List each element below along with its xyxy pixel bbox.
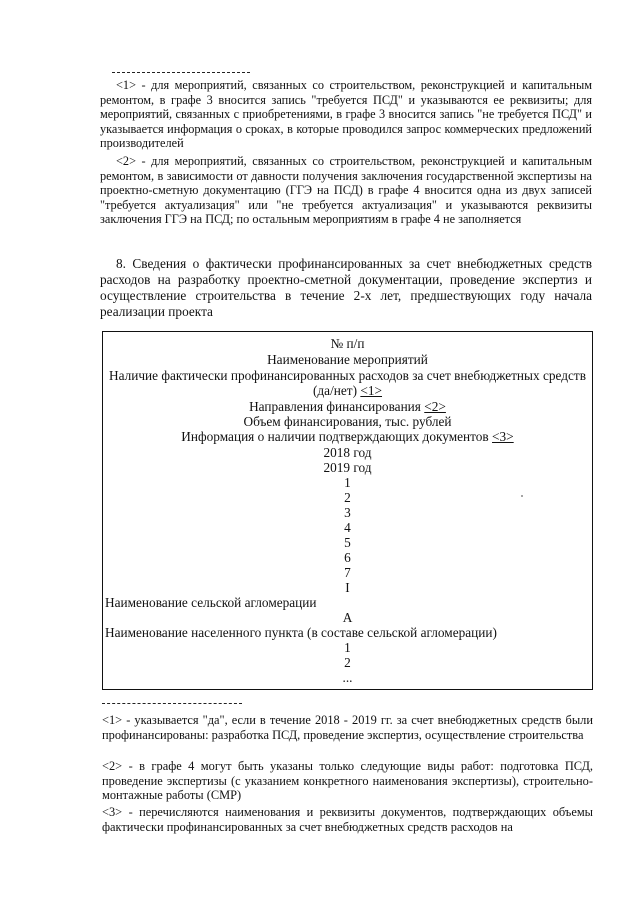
table-row: ... xyxy=(342,670,353,685)
note-1: <1> - для мероприятий, связанных со строительством, реконструкцией и капитальным ремонтом, в графе 3 вносится запись "требуется ПСД" и указываются ее реквизиты; для мероприятий, связанных с приобретениями, в графе 3 вносится запись "не требуется ПСД" и указывается информация о сроках, в которые проводился запрос коммерческих предложений производителей xyxy=(100,78,592,151)
col-num: № п/п xyxy=(330,336,365,351)
year-2018: 2018 год xyxy=(323,445,372,460)
col-number-7: 7 xyxy=(344,565,351,580)
col-volume: Объем финансирования, тыс. рублей xyxy=(243,414,452,429)
section-letter: А xyxy=(342,610,353,625)
col-name: Наименование мероприятий xyxy=(267,352,428,367)
col-direction xyxy=(103,399,592,415)
settlement-label: Наименование населенного пункта (в составе сельской агломерации) xyxy=(105,625,497,640)
col-avail-line1: Наличие фактически профинансированных расходов за счет внебюджетных средств xyxy=(109,368,586,383)
col-avail-text: (да/нет) xyxy=(312,383,361,398)
table-row: 2 xyxy=(344,655,351,670)
col-docs-text: Информация о наличии подтверждающих документов xyxy=(181,429,493,444)
section-roman: I xyxy=(345,580,350,595)
col-number-4: 4 xyxy=(344,520,351,535)
footnote-1: <1> - указывается "да", если в течение 2018 - 2019 гг. за счет внебюджетных средств были профинансированы: разработка ПСД, проведение экспертиз, осуществление строительства xyxy=(102,713,593,742)
col-docs xyxy=(103,429,592,445)
section-8-heading: 8. Сведения о фактически профинансированных за счет внебюджетных средств расходов на разработку проектно-сметной документации, проведение экспертиз и осуществление строительства в течение 2-х лет, предшествующих году начала реализации проекта xyxy=(100,256,592,319)
col-direction-text: Направления финансирования xyxy=(249,399,425,414)
col-number-6: 6 xyxy=(344,550,351,565)
scan-speck xyxy=(521,495,523,497)
col-number-3: 3 xyxy=(344,505,351,520)
table-row: 1 xyxy=(344,640,351,655)
year-2019: 2019 год xyxy=(323,460,372,475)
agglomeration-label: Наименование сельской агломерации xyxy=(105,595,317,610)
ref-3-link[interactable]: <3> xyxy=(492,429,514,444)
col-avail-line2 xyxy=(103,383,592,399)
col-number-1: 1 xyxy=(344,475,351,490)
ref-2-link[interactable]: <2> xyxy=(424,399,446,414)
footnote-2: <2> - в графе 4 могут быть указаны только следующие виды работ: подготовка ПСД, проведение экспертизы (с указанием конкретного наименования экспертизы), строительно-монтажные работы (СМР) xyxy=(102,759,593,803)
note-2: <2> - для мероприятий, связанных со строительством, реконструкцией и капитальным ремонтом, в зависимости от давности получения заключения государственной экспертизы на проектно-сметную документацию (ГГЭ на ПСД) в графе 4 вносится одна из двух записей "требуется актуализация" или "не требуется актуализация" и указываются реквизиты заключения ГГЭ на ПСД; по остальным мероприятиям в графе 4 не заполняется xyxy=(100,154,592,227)
ref-1-link[interactable]: <1> xyxy=(360,383,383,398)
separator-line xyxy=(112,72,250,73)
footnote-separator xyxy=(102,703,242,704)
footnote-3: <3> - перечисляются наименования и реквизиты документов, подтверждающих объемы фактически профинансированных за счет внебюджетных средств расходов на xyxy=(102,805,593,834)
data-table xyxy=(102,331,593,690)
col-number-2: 2 xyxy=(344,490,351,505)
col-number-5: 5 xyxy=(344,535,351,550)
